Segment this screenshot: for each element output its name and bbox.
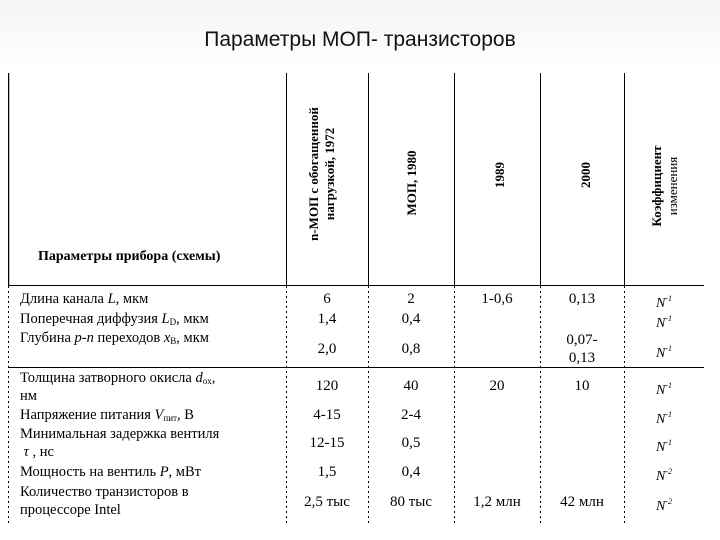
row-junction-depth-label: Глубина p-n переходов $x_B$, мкм: [20, 330, 209, 346]
cell-1972: 1,5: [317, 464, 337, 480]
row-power-label: Мощность на вентиль P, мВт: [20, 464, 201, 480]
cell-1972: 2,0: [317, 341, 337, 357]
row-transistor-count-label: Количество транзисторов в: [20, 484, 189, 500]
cell-1972: 4-15: [313, 407, 341, 423]
cell-1972: 2,5 тыс: [304, 494, 350, 510]
cell-2000: 0,13: [568, 291, 596, 307]
cell-coefficient: $N^{-2}$: [655, 467, 672, 484]
header-col-2000: 2000: [578, 162, 593, 188]
cell-1972: 1,4: [317, 311, 337, 327]
cell-1980: 0,5: [401, 435, 421, 451]
header-col-1989: 1989: [492, 162, 507, 188]
cell-1980: 0,8: [401, 341, 421, 357]
cell-coefficient: $N^{-1}$: [655, 314, 672, 331]
cell-1972: 6: [323, 291, 331, 307]
cell-1980: 2: [407, 291, 415, 307]
row-channel-length-label: Длина канала L, мкм: [20, 291, 149, 307]
cell-1989: 20: [489, 378, 505, 394]
cell-coefficient: $N^{-1}$: [655, 344, 672, 361]
parameters-table: [8, 73, 704, 523]
row-gate-delay-label: Минимальная задержка вентиля: [20, 426, 220, 442]
cell-1972: 12-15: [309, 435, 345, 451]
row-transistor-count-label-2: процессоре Intel: [20, 502, 121, 518]
row-oxide-thickness-label: Толщина затворного окисла $d_{ox}$,: [20, 370, 216, 386]
cell-coefficient: $N^{-1}$: [655, 438, 672, 455]
header-parameters: Параметры прибора (схемы): [38, 249, 221, 264]
cell-2000-line1: 0,07-: [566, 332, 598, 348]
cell-coefficient: $N^{-1}$: [655, 294, 672, 311]
cell-1989: 1-0,6: [481, 291, 513, 307]
cell-1980: 0,4: [401, 311, 421, 327]
cell-1980: 2-4: [401, 407, 421, 423]
row-oxide-thickness-unit: нм: [20, 388, 37, 404]
cell-1972: 120: [315, 378, 339, 394]
row-supply-voltage-label: Напряжение питания $V_{пит}$, В: [20, 407, 194, 423]
header-col-coefficient: Коэффициент изменения: [649, 145, 680, 227]
header-col-1980: МОП, 1980: [404, 150, 419, 216]
cell-2000-line2: 0,13: [568, 350, 596, 366]
cell-1980: 80 тыс: [389, 494, 433, 510]
cell-coefficient: $N^{-2}$: [655, 497, 672, 514]
slide-title: Параметры МОП- транзисторов: [204, 28, 516, 51]
header-col-1972: n-МОП с обогащенной нагрузкой, 1972: [306, 107, 337, 241]
row-gate-delay-unit: τ , нс: [23, 444, 54, 460]
cell-coefficient: $N^{-1}$: [655, 410, 672, 427]
row-lateral-diffusion-label: Поперечная диффузия $L_D$, мкм: [20, 311, 209, 327]
cell-2000: 42 млн: [560, 494, 604, 510]
cell-1989: 1,2 млн: [473, 494, 521, 510]
cell-2000: 10: [574, 378, 590, 394]
cell-1980: 0,4: [401, 464, 421, 480]
cell-coefficient: $N^{-1}$: [655, 381, 672, 398]
cell-1980: 40: [403, 378, 419, 394]
